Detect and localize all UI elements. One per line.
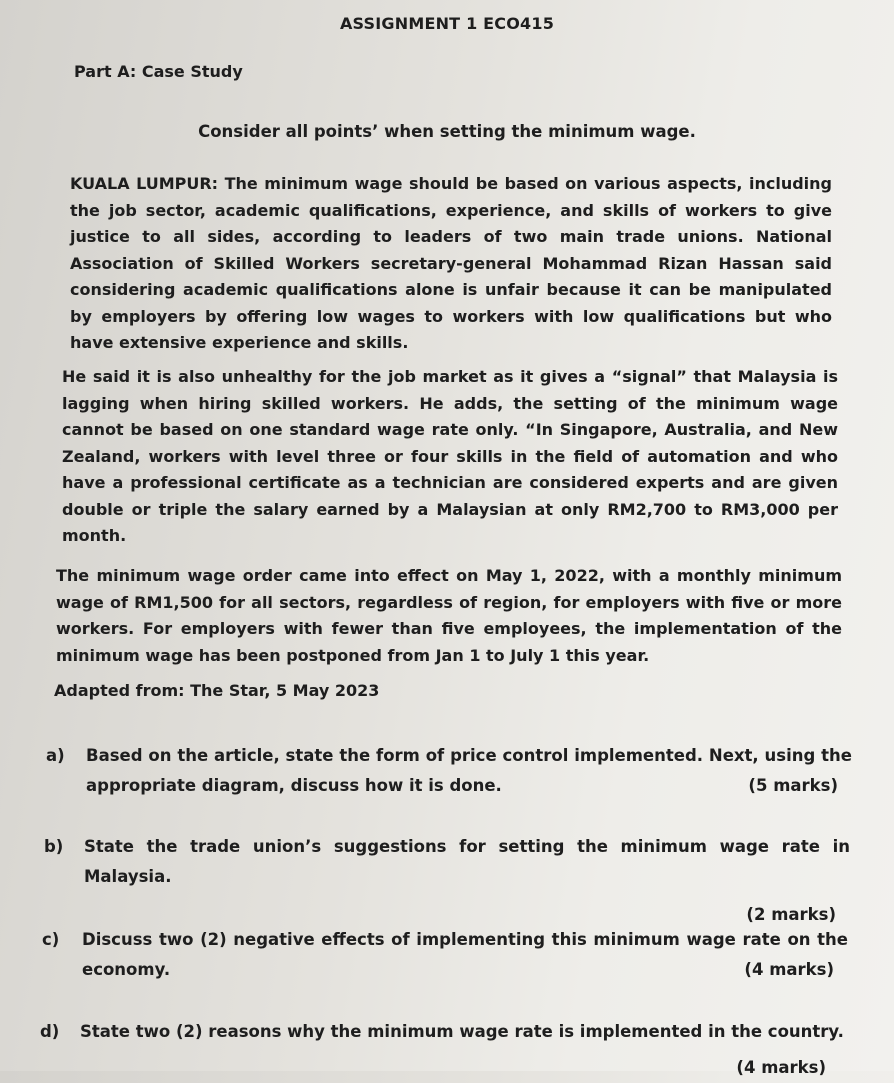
question-marks: (4 marks) <box>744 960 834 979</box>
part-heading: Part A: Case Study <box>74 62 243 81</box>
question-d <box>40 1017 846 1083</box>
question-b <box>44 832 850 930</box>
question-label: c) <box>42 930 60 949</box>
article-paragraph-2: He said it is also unhealthy for the job market as it gives a “signal” that Malaysia is lagging when hiring skilled workers. He adds, the setting of the minimum wage cannot be based on one standard wage rate only. “In Singapore, Australia, and New Zealand, workers with level three or four skills in the field of automation and who have a professional certificate as a technician are considered experts and are given double or triple the salary earned by a Malaysian at only RM2,700 to RM3,000 per month. <box>62 367 838 545</box>
question-text: Based on the article, state the form of price control implemented. Next, using the appropriate diagram, discuss how it is done. <box>86 746 852 795</box>
question-text: State two (2) reasons why the minimum wage rate is implemented in the country. <box>80 1022 844 1041</box>
question-text: Discuss two (2) negative effects of implementing this minimum wage rate on the economy. <box>82 930 848 979</box>
question-marks: (2 marks) <box>746 905 836 924</box>
question-label: b) <box>44 837 64 856</box>
question-marks: (4 marks) <box>736 1058 826 1077</box>
article-paragraph-3: The minimum wage order came into effect on May 1, 2022, with a monthly minimum wage of RM1,500 for all sectors, regardless of region, for employers with five or more workers. For employers with fewer than five employees, the implementation of the minimum wage has been postponed from Jan 1 to July 1 this year. <box>56 566 842 665</box>
question-a <box>46 741 852 801</box>
article-headline: Consider all points’ when setting the minimum wage. <box>198 122 696 141</box>
question-c <box>42 925 848 985</box>
question-marks: (5 marks) <box>748 776 838 795</box>
question-label: a) <box>46 746 65 765</box>
article-source: Adapted from: The Star, 5 May 2023 <box>54 681 380 700</box>
question-text: State the trade union’s suggestions for setting the minimum wage rate in Malaysia. <box>84 837 850 886</box>
article-paragraph-1: KUALA LUMPUR: The minimum wage should be based on various aspects, including the job sector, academic qualifications, experience, and skills of workers to give justice to all sides, according to leaders of two main trade unions. National Association of Skilled Workers secretary-general Mohammad Rizan Hassan said considering academic qualifications alone is unfair because it can be manipulated by employers by offering low wages to workers with low qualifications but who have extensive experience and skills. <box>70 174 832 352</box>
assignment-title: ASSIGNMENT 1 ECO415 <box>339 14 555 33</box>
question-label: d) <box>40 1022 60 1041</box>
